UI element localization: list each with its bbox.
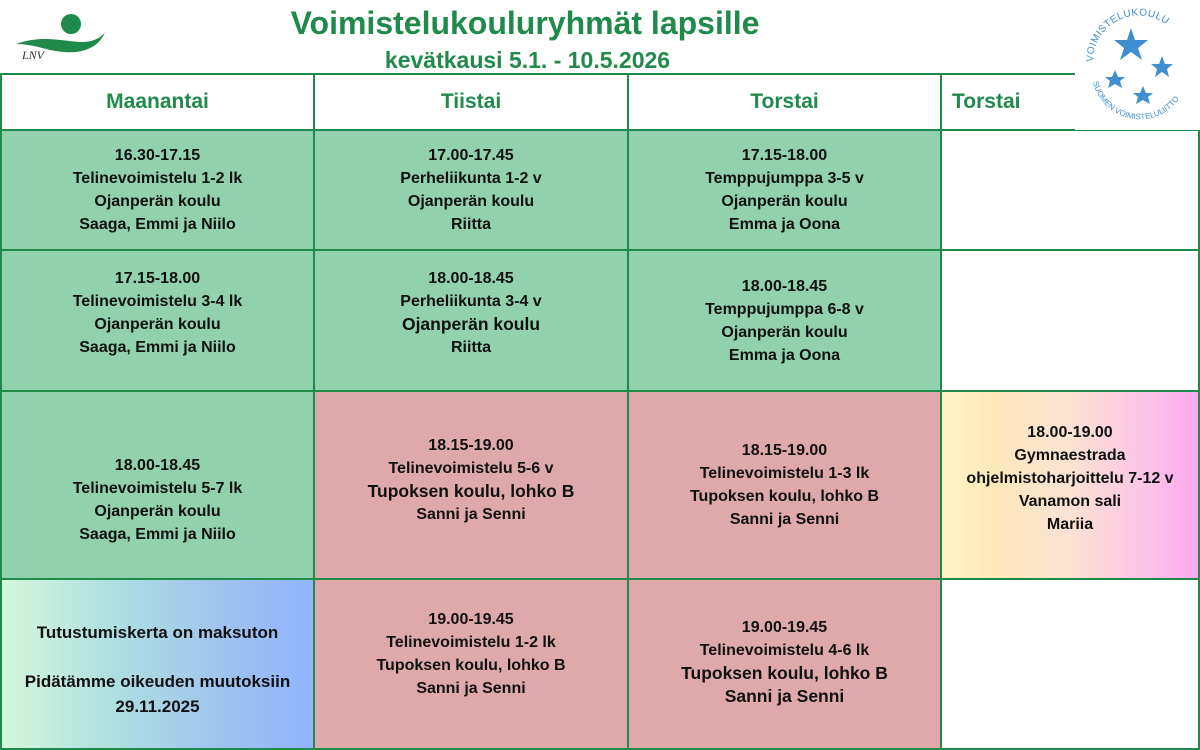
cell-instructors: Mariia [1046,515,1094,533]
cell-instructors: Sanni ja Senni [724,686,845,706]
cell-instructors: Sanni ja Senni [416,506,526,523]
cell-instructors: Riitta [451,338,491,356]
empty-cell [940,129,1200,251]
note-date: 29.11.2025 [115,696,200,716]
cell-time: 17.00-17.45 [428,147,514,164]
schedule-cell [940,390,1200,580]
schedule-cell [313,578,629,750]
cell-activity: Telinevoimistelu 1-2 lk [386,634,556,651]
cell-location: Vanamon sali [1018,492,1122,510]
cell-activity: Telinevoimistelu 5-7 lk [72,480,243,497]
cell-instructors: Emma ja Oona [728,346,841,364]
cell-time: 17.15-18.00 [114,269,201,287]
day-header-thursday-2: Torstai [940,73,1200,131]
cell-activity: Telinevoimistelu 1-3 lk [699,465,870,482]
cell-time: 18.15-19.00 [741,442,828,459]
cell-location: Tupoksen koulu, lohko B [689,488,880,505]
cell-instructors: Saaga, Emmi ja Niilo [79,338,236,356]
empty-cell [940,578,1200,750]
cell-activity: Perheliikunta 3-4 v [400,292,542,310]
lnv-logo-text: LNV [22,48,45,62]
cell-time: 19.00-19.45 [428,611,514,628]
cell-time: 18.00-19.00 [1027,423,1113,441]
cell-location: Ojanperän koulu [721,193,848,210]
cell-location: Ojanperän koulu [94,503,221,520]
day-header-monday: Maanantai [0,73,315,131]
schedule-cell [313,129,629,251]
cell-activity: Temppujumppa 3-5 v [705,170,864,187]
cell-instructors: Sanni ja Senni [416,680,526,697]
cell-location: Ojanperän koulu [94,193,221,210]
cell-location: Ojanperän koulu [407,193,535,210]
badge-bottom-text: SUOMEN VOIMISTELULIITTO [1090,80,1181,122]
cell-location: Ojanperän koulu [94,315,221,333]
star-icon [1105,28,1173,104]
cell-instructors: Sanni ja Senni [729,511,840,528]
cell-location: Tupoksen koulu, lohko B [376,657,566,674]
day-header-thursday: Torstai [627,73,942,131]
schedule-cell [0,390,315,580]
day-header-tuesday: Tiistai [313,73,629,131]
page-subtitle: kevätkausi 5.1. - 10.5.2026 [384,47,671,73]
schedule-cell [627,578,942,750]
note-free-trial: Tutustumiskerta on maksuton [36,622,279,642]
cell-time: 18.00-18.45 [741,277,828,295]
cell-instructors: Riitta [451,216,491,233]
cell-instructors: Saaga, Emmi ja Niilo [79,216,236,233]
cell-time: 18.00-18.45 [428,269,514,287]
schedule-cell [313,249,629,392]
cell-activity: Telinevoimistelu 3-4 lk [72,292,243,310]
empty-cell [940,249,1200,392]
cell-activity: Perheliikunta 1-2 v [400,170,542,187]
cell-activity: Telinevoimistelu 5-6 v [388,460,554,477]
cell-activity: Telinevoimistelu 4-6 lk [699,642,870,659]
cell-time: 16.30-17.15 [114,147,201,164]
cell-location: Ojanperän koulu [721,323,848,341]
badge-top-text: VOIMISTELUKOULU [1084,7,1172,63]
cell-instructors: Saaga, Emmi ja Niilo [79,526,236,543]
page-title: Voimistelukouluryhmät lapsille [290,5,760,41]
svg-text:SUOMEN VOIMISTELULIITTO [1091,80,1181,121]
schedule-cell [627,249,942,392]
note-changes-reserved: Pidätämme oikeuden muutoksiin [24,671,291,691]
lnv-logo [12,12,107,62]
schedule-cell [0,249,315,392]
cell-activity: Telinevoimistelu 1-2 lk [72,170,243,187]
cell-activity-detail: ohjelmistoharjoittelu 7-12 v [966,469,1174,487]
voimistelukoulu-badge [1075,0,1200,130]
cell-time: 18.00-18.45 [114,457,201,474]
cell-activity: Gymnaestrada [1014,446,1126,464]
cell-instructors: Emma ja Oona [728,216,841,233]
schedule-cell [313,390,629,580]
cell-time: 18.15-19.00 [428,437,514,454]
cell-location: Tupoksen koulu, lohko B [681,663,888,683]
schedule-cell [627,390,942,580]
cell-location: Tupoksen koulu, lohko B [367,481,575,501]
cell-time: 19.00-19.45 [741,619,828,636]
cell-activity: Temppujumppa 6-8 v [705,300,864,318]
cell-time: 17.15-18.00 [741,147,828,164]
schedule-cell [0,129,315,251]
info-note [0,578,315,750]
schedule-cell [627,129,942,251]
cell-location: Ojanperän koulu [401,313,541,334]
